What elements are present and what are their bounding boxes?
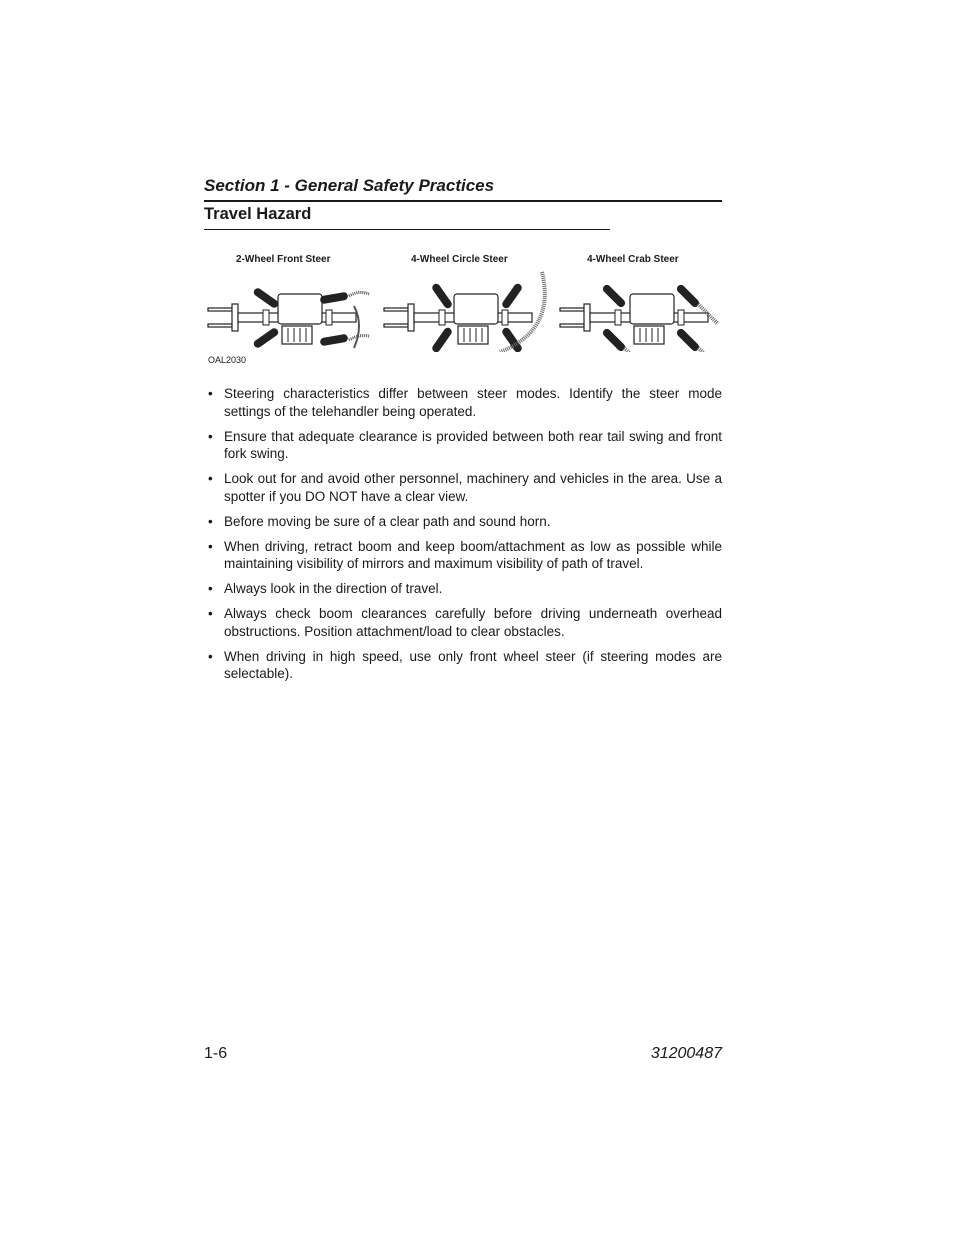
- crab-steer-machine: [560, 283, 718, 352]
- safety-bullet-list: [204, 385, 722, 690]
- steer-modes-illustration: [204, 270, 724, 352]
- list-item: • When driving in high speed, use only front wheel steer (if steering modes are selectable).: [208, 648, 722, 681]
- subsection-title: Travel Hazard: [204, 205, 312, 223]
- list-item: • Look out for and avoid other personnel, machinery and vehicles in the area. Use a spotter if you DO NOT have a clear view.: [208, 471, 722, 504]
- list-item: • Always check boom clearances carefully before driving underneath overhead obstructions. Position attachment/load to clear obstacles.: [208, 606, 722, 639]
- front-steer-machine: [208, 287, 369, 350]
- caption-crab-steer: 4-Wheel Crab Steer: [587, 254, 679, 265]
- page-number: 1-6: [204, 1045, 228, 1062]
- section-title: Section 1 - General Safety Practices: [204, 176, 495, 195]
- steer-modes-figure: [204, 248, 724, 373]
- list-item: • Steering characteristics differ between steer modes. Identify the steer mode settings of the telehandler being operated.: [208, 386, 722, 419]
- figure-id: OAL2030: [208, 355, 247, 365]
- list-item: • Always look in the direction of travel.: [208, 581, 443, 596]
- list-item: • Before moving be sure of a clear path and sound horn.: [208, 513, 551, 529]
- subsection-rule: [204, 229, 610, 230]
- list-item: • When driving, retract boom and keep boom/attachment as low as possible while maintaining visibility of mirrors and maximum visibility of path of travel.: [208, 538, 722, 571]
- list-item: • Ensure that adequate clearance is provided between both rear tail swing and front fork swing.: [208, 428, 722, 461]
- circle-steer-machine: [384, 272, 545, 352]
- caption-front-steer: 2-Wheel Front Steer: [236, 254, 331, 265]
- caption-circle-steer: 4-Wheel Circle Steer: [411, 254, 508, 265]
- document-number: 31200487: [650, 1045, 722, 1062]
- section-rule: [204, 200, 722, 202]
